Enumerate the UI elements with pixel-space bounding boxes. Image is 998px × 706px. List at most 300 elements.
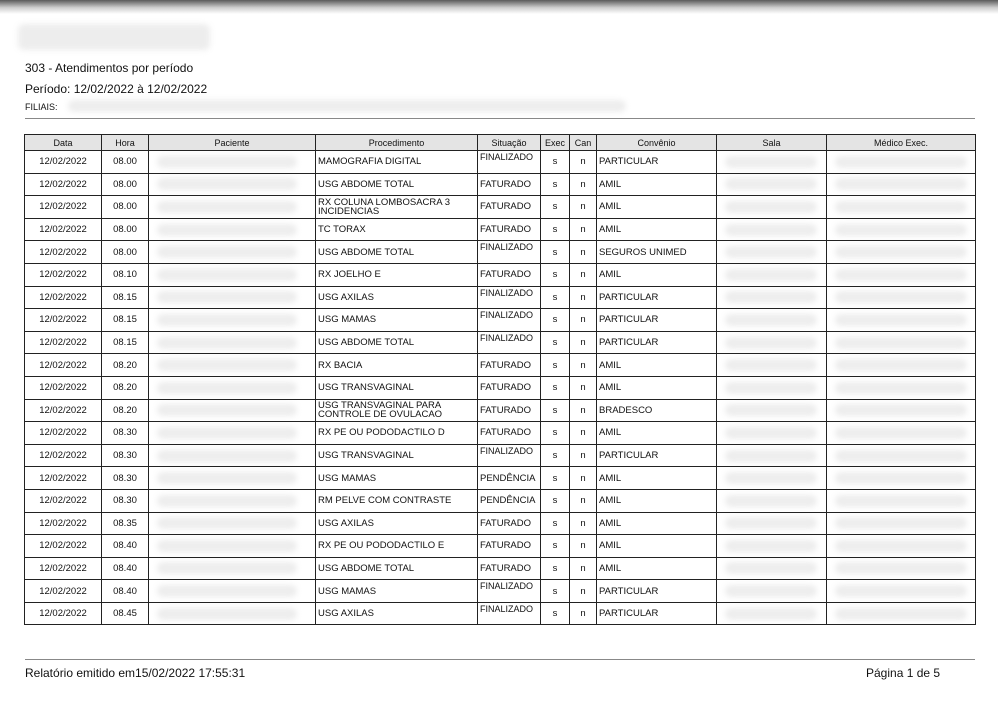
cell-medico-redacted-blur	[835, 404, 967, 416]
cell-medico-redacted-blur	[835, 201, 967, 213]
cell-convenio: AMIL	[597, 422, 717, 445]
column-header: Hora	[102, 135, 149, 151]
cell-exec: s	[541, 444, 570, 467]
cell-paciente-redacted	[149, 196, 316, 219]
table-row	[25, 196, 976, 219]
cell-sala-redacted	[717, 489, 827, 512]
page-top-shadow	[0, 0, 998, 14]
cell-sala-redacted	[717, 444, 827, 467]
cell-medico-redacted	[827, 196, 976, 219]
cell-medico-redacted-blur	[835, 291, 967, 303]
cell-procedimento: USG AXILAS	[316, 602, 478, 625]
cell-convenio: SEGUROS UNIMED	[597, 241, 717, 264]
cell-medico-redacted	[827, 286, 976, 309]
cell-sala-redacted-blur	[725, 359, 817, 371]
cell-can: n	[570, 467, 597, 490]
cell-convenio: AMIL	[597, 196, 717, 219]
appointments-table	[24, 134, 976, 625]
table-row	[25, 218, 976, 241]
cell-can: n	[570, 241, 597, 264]
cell-paciente-redacted	[149, 151, 316, 174]
cell-convenio: PARTICULAR	[597, 444, 717, 467]
cell-medico-redacted-blur	[835, 178, 967, 190]
cell-exec: s	[541, 151, 570, 174]
cell-procedimento: USG TRANSVAGINAL PARA CONTROLE DE OVULACAO	[316, 399, 478, 422]
cell-convenio: PARTICULAR	[597, 309, 717, 332]
cell-situacao: FINALIZADO	[478, 286, 541, 309]
cell-procedimento: USG TRANSVAGINAL	[316, 376, 478, 399]
redacted-header-logo	[18, 24, 210, 50]
cell-sala-redacted-blur	[725, 314, 817, 326]
cell-procedimento: RX PE OU PODODACTILO D	[316, 422, 478, 445]
cell-sala-redacted-blur	[725, 495, 817, 507]
cell-paciente-redacted	[149, 309, 316, 332]
cell-medico-redacted	[827, 309, 976, 332]
cell-medico-redacted-blur	[835, 450, 967, 462]
cell-paciente-redacted-blur	[157, 427, 297, 439]
cell-paciente-redacted-blur	[157, 450, 297, 462]
cell-sala-redacted	[717, 151, 827, 174]
report-period: Período: 12/02/2022 à 12/02/2022	[25, 82, 208, 96]
cell-can: n	[570, 444, 597, 467]
cell-sala-redacted	[717, 173, 827, 196]
cell-sala-redacted-blur	[725, 156, 817, 168]
cell-sala-redacted	[717, 241, 827, 264]
cell-paciente-redacted-blur	[157, 382, 297, 394]
cell-medico-redacted-blur	[835, 562, 967, 574]
cell-situacao: FINALIZADO	[478, 241, 541, 264]
cell-can: n	[570, 196, 597, 219]
column-header: Situação	[478, 135, 541, 151]
cell-sala-redacted-blur	[725, 178, 817, 190]
cell-exec: s	[541, 422, 570, 445]
cell-sala-redacted-blur	[725, 450, 817, 462]
cell-paciente-redacted-blur	[157, 359, 297, 371]
cell-medico-redacted-blur	[835, 314, 967, 326]
redacted-filiais-value	[68, 100, 626, 112]
cell-data: 12/02/2022	[25, 512, 102, 535]
cell-medico-redacted-blur	[835, 224, 967, 236]
cell-medico-redacted-blur	[835, 382, 967, 394]
cell-paciente-redacted-blur	[157, 246, 297, 258]
cell-situacao: FINALIZADO	[478, 580, 541, 603]
cell-situacao: FATURADO	[478, 399, 541, 422]
cell-exec: s	[541, 354, 570, 377]
cell-sala-redacted	[717, 535, 827, 558]
cell-procedimento: USG AXILAS	[316, 286, 478, 309]
cell-medico-redacted	[827, 354, 976, 377]
cell-hora: 08.30	[102, 467, 149, 490]
cell-medico-redacted-blur	[835, 540, 967, 552]
report-emitted-date: Relatório emitido em15/02/2022 17:55:31	[25, 666, 246, 680]
cell-medico-redacted	[827, 376, 976, 399]
cell-medico-redacted	[827, 467, 976, 490]
cell-situacao: FINALIZADO	[478, 151, 541, 174]
column-header: Can	[570, 135, 597, 151]
cell-hora: 08.45	[102, 602, 149, 625]
cell-procedimento: RX PE OU PODODACTILO E	[316, 535, 478, 558]
cell-medico-redacted	[827, 399, 976, 422]
cell-data: 12/02/2022	[25, 376, 102, 399]
table-row	[25, 151, 976, 174]
cell-situacao: FINALIZADO	[478, 602, 541, 625]
cell-convenio: PARTICULAR	[597, 602, 717, 625]
cell-can: n	[570, 376, 597, 399]
cell-paciente-redacted-blur	[157, 291, 297, 303]
cell-procedimento: USG TRANSVAGINAL	[316, 444, 478, 467]
cell-exec: s	[541, 399, 570, 422]
cell-procedimento: RX BACIA	[316, 354, 478, 377]
cell-sala-redacted	[717, 376, 827, 399]
cell-medico-redacted-blur	[835, 246, 967, 258]
cell-hora: 08.20	[102, 354, 149, 377]
cell-medico-redacted	[827, 331, 976, 354]
cell-data: 12/02/2022	[25, 151, 102, 174]
cell-procedimento: USG MAMAS	[316, 309, 478, 332]
cell-paciente-redacted	[149, 241, 316, 264]
cell-paciente-redacted-blur	[157, 156, 297, 168]
table-header-row	[25, 135, 976, 151]
cell-data: 12/02/2022	[25, 444, 102, 467]
cell-medico-redacted-blur	[835, 337, 967, 349]
cell-sala-redacted-blur	[725, 404, 817, 416]
cell-data: 12/02/2022	[25, 354, 102, 377]
cell-can: n	[570, 422, 597, 445]
page-indicator: Página 1 de 5	[866, 666, 941, 680]
cell-sala-redacted	[717, 602, 827, 625]
cell-hora: 08.15	[102, 286, 149, 309]
cell-paciente-redacted-blur	[157, 337, 297, 349]
cell-procedimento: USG ABDOME TOTAL	[316, 241, 478, 264]
cell-sala-redacted-blur	[725, 608, 817, 620]
cell-paciente-redacted-blur	[157, 404, 297, 416]
cell-paciente-redacted-blur	[157, 314, 297, 326]
column-header: Paciente	[149, 135, 316, 151]
cell-situacao: FATURADO	[478, 535, 541, 558]
cell-can: n	[570, 489, 597, 512]
cell-sala-redacted	[717, 309, 827, 332]
cell-hora: 08.15	[102, 331, 149, 354]
cell-paciente-redacted	[149, 580, 316, 603]
cell-situacao: FINALIZADO	[478, 331, 541, 354]
table-row	[25, 354, 976, 377]
cell-situacao: FATURADO	[478, 376, 541, 399]
cell-situacao: FATURADO	[478, 218, 541, 241]
cell-sala-redacted-blur	[725, 291, 817, 303]
cell-paciente-redacted	[149, 218, 316, 241]
cell-medico-redacted	[827, 580, 976, 603]
cell-paciente-redacted-blur	[157, 540, 297, 552]
cell-paciente-redacted	[149, 422, 316, 445]
cell-paciente-redacted	[149, 354, 316, 377]
cell-situacao: FATURADO	[478, 512, 541, 535]
cell-hora: 08.35	[102, 512, 149, 535]
cell-paciente-redacted-blur	[157, 178, 297, 190]
cell-procedimento: MAMOGRAFIA DIGITAL	[316, 151, 478, 174]
cell-can: n	[570, 173, 597, 196]
cell-hora: 08.00	[102, 151, 149, 174]
cell-can: n	[570, 602, 597, 625]
cell-sala-redacted	[717, 196, 827, 219]
cell-procedimento: RX JOELHO E	[316, 263, 478, 286]
cell-paciente-redacted	[149, 444, 316, 467]
cell-exec: s	[541, 196, 570, 219]
cell-sala-redacted	[717, 331, 827, 354]
table-row	[25, 286, 976, 309]
cell-procedimento: USG MAMAS	[316, 580, 478, 603]
cell-exec: s	[541, 489, 570, 512]
cell-hora: 08.40	[102, 580, 149, 603]
cell-medico-redacted-blur	[835, 156, 967, 168]
cell-procedimento: TC TORAX	[316, 218, 478, 241]
cell-data: 12/02/2022	[25, 309, 102, 332]
cell-situacao: PENDÊNCIA	[478, 489, 541, 512]
cell-data: 12/02/2022	[25, 422, 102, 445]
cell-medico-redacted	[827, 512, 976, 535]
cell-paciente-redacted-blur	[157, 472, 297, 484]
cell-can: n	[570, 263, 597, 286]
cell-paciente-redacted	[149, 535, 316, 558]
cell-procedimento: USG AXILAS	[316, 512, 478, 535]
table-row	[25, 602, 976, 625]
cell-hora: 08.40	[102, 535, 149, 558]
cell-hora: 08.30	[102, 422, 149, 445]
cell-medico-redacted	[827, 218, 976, 241]
table-row	[25, 241, 976, 264]
cell-convenio: PARTICULAR	[597, 151, 717, 174]
table-row	[25, 376, 976, 399]
table-row	[25, 309, 976, 332]
cell-can: n	[570, 399, 597, 422]
cell-data: 12/02/2022	[25, 557, 102, 580]
cell-medico-redacted-blur	[835, 427, 967, 439]
cell-data: 12/02/2022	[25, 331, 102, 354]
cell-can: n	[570, 354, 597, 377]
cell-sala-redacted-blur	[725, 201, 817, 213]
cell-paciente-redacted-blur	[157, 562, 297, 574]
cell-sala-redacted	[717, 263, 827, 286]
cell-paciente-redacted	[149, 602, 316, 625]
cell-sala-redacted-blur	[725, 337, 817, 349]
table-row	[25, 489, 976, 512]
column-header: Procedimento	[316, 135, 478, 151]
cell-convenio: AMIL	[597, 263, 717, 286]
table-row	[25, 263, 976, 286]
cell-can: n	[570, 309, 597, 332]
cell-convenio: AMIL	[597, 489, 717, 512]
cell-medico-redacted-blur	[835, 517, 967, 529]
cell-exec: s	[541, 557, 570, 580]
cell-exec: s	[541, 512, 570, 535]
cell-convenio: PARTICULAR	[597, 286, 717, 309]
cell-data: 12/02/2022	[25, 602, 102, 625]
cell-sala-redacted	[717, 512, 827, 535]
cell-sala-redacted	[717, 467, 827, 490]
cell-convenio: AMIL	[597, 467, 717, 490]
cell-sala-redacted-blur	[725, 269, 817, 281]
cell-medico-redacted-blur	[835, 472, 967, 484]
cell-exec: s	[541, 376, 570, 399]
cell-medico-redacted	[827, 422, 976, 445]
cell-paciente-redacted	[149, 489, 316, 512]
table-row	[25, 535, 976, 558]
cell-convenio: AMIL	[597, 354, 717, 377]
cell-sala-redacted-blur	[725, 585, 817, 597]
cell-medico-redacted-blur	[835, 495, 967, 507]
cell-hora: 08.00	[102, 241, 149, 264]
cell-sala-redacted	[717, 557, 827, 580]
cell-medico-redacted	[827, 602, 976, 625]
cell-sala-redacted-blur	[725, 382, 817, 394]
cell-sala-redacted	[717, 580, 827, 603]
cell-convenio: AMIL	[597, 376, 717, 399]
cell-data: 12/02/2022	[25, 399, 102, 422]
table-body	[25, 151, 976, 625]
cell-convenio: AMIL	[597, 535, 717, 558]
footer-divider	[25, 659, 975, 660]
cell-exec: s	[541, 580, 570, 603]
cell-situacao: PENDÊNCIA	[478, 467, 541, 490]
cell-exec: s	[541, 331, 570, 354]
cell-situacao: FATURADO	[478, 557, 541, 580]
table-row	[25, 173, 976, 196]
table-row	[25, 331, 976, 354]
cell-convenio: AMIL	[597, 173, 717, 196]
cell-paciente-redacted-blur	[157, 201, 297, 213]
cell-sala-redacted-blur	[725, 246, 817, 258]
cell-hora: 08.10	[102, 263, 149, 286]
cell-situacao: FINALIZADO	[478, 309, 541, 332]
cell-paciente-redacted-blur	[157, 269, 297, 281]
cell-can: n	[570, 151, 597, 174]
cell-medico-redacted	[827, 151, 976, 174]
filiais-label: FILIAIS:	[25, 102, 58, 112]
cell-paciente-redacted-blur	[157, 517, 297, 529]
cell-procedimento: RX COLUNA LOMBOSACRA 3 INCIDENCIAS	[316, 196, 478, 219]
cell-medico-redacted-blur	[835, 585, 967, 597]
cell-situacao: FATURADO	[478, 422, 541, 445]
cell-convenio: PARTICULAR	[597, 331, 717, 354]
cell-convenio: AMIL	[597, 218, 717, 241]
cell-hora: 08.15	[102, 309, 149, 332]
cell-paciente-redacted	[149, 173, 316, 196]
cell-data: 12/02/2022	[25, 241, 102, 264]
cell-data: 12/02/2022	[25, 286, 102, 309]
cell-medico-redacted	[827, 535, 976, 558]
cell-medico-redacted	[827, 557, 976, 580]
cell-hora: 08.00	[102, 196, 149, 219]
cell-sala-redacted-blur	[725, 517, 817, 529]
cell-exec: s	[541, 263, 570, 286]
cell-medico-redacted	[827, 241, 976, 264]
cell-paciente-redacted-blur	[157, 608, 297, 620]
cell-convenio: BRADESCO	[597, 399, 717, 422]
column-header: Exec	[541, 135, 570, 151]
cell-can: n	[570, 557, 597, 580]
cell-medico-redacted-blur	[835, 359, 967, 371]
cell-hora: 08.20	[102, 399, 149, 422]
cell-exec: s	[541, 602, 570, 625]
cell-can: n	[570, 512, 597, 535]
column-header: Sala	[717, 135, 827, 151]
cell-can: n	[570, 535, 597, 558]
cell-convenio: AMIL	[597, 512, 717, 535]
table-row	[25, 422, 976, 445]
cell-situacao: FATURADO	[478, 173, 541, 196]
cell-paciente-redacted-blur	[157, 585, 297, 597]
cell-medico-redacted-blur	[835, 608, 967, 620]
cell-data: 12/02/2022	[25, 263, 102, 286]
cell-exec: s	[541, 467, 570, 490]
cell-medico-redacted	[827, 263, 976, 286]
cell-paciente-redacted-blur	[157, 224, 297, 236]
cell-paciente-redacted	[149, 467, 316, 490]
cell-data: 12/02/2022	[25, 535, 102, 558]
cell-sala-redacted-blur	[725, 224, 817, 236]
table-row	[25, 399, 976, 422]
cell-situacao: FINALIZADO	[478, 444, 541, 467]
cell-paciente-redacted	[149, 331, 316, 354]
cell-paciente-redacted	[149, 557, 316, 580]
table-row	[25, 557, 976, 580]
cell-paciente-redacted	[149, 512, 316, 535]
cell-medico-redacted	[827, 489, 976, 512]
cell-paciente-redacted	[149, 399, 316, 422]
cell-hora: 08.00	[102, 173, 149, 196]
cell-sala-redacted-blur	[725, 540, 817, 552]
cell-hora: 08.20	[102, 376, 149, 399]
cell-data: 12/02/2022	[25, 173, 102, 196]
cell-procedimento: RM PELVE COM CONTRASTE	[316, 489, 478, 512]
cell-sala-redacted	[717, 354, 827, 377]
cell-procedimento: USG MAMAS	[316, 467, 478, 490]
cell-sala-redacted-blur	[725, 562, 817, 574]
cell-hora: 08.40	[102, 557, 149, 580]
cell-situacao: FATURADO	[478, 196, 541, 219]
cell-hora: 08.30	[102, 444, 149, 467]
cell-sala-redacted	[717, 286, 827, 309]
cell-data: 12/02/2022	[25, 489, 102, 512]
report-title: 303 - Atendimentos por período	[25, 61, 194, 75]
table-row	[25, 580, 976, 603]
cell-medico-redacted	[827, 444, 976, 467]
cell-data: 12/02/2022	[25, 580, 102, 603]
table-row	[25, 512, 976, 535]
cell-data: 12/02/2022	[25, 467, 102, 490]
cell-can: n	[570, 218, 597, 241]
cell-exec: s	[541, 173, 570, 196]
cell-sala-redacted-blur	[725, 472, 817, 484]
cell-hora: 08.00	[102, 218, 149, 241]
cell-paciente-redacted	[149, 263, 316, 286]
cell-exec: s	[541, 286, 570, 309]
cell-exec: s	[541, 218, 570, 241]
cell-medico-redacted-blur	[835, 269, 967, 281]
cell-can: n	[570, 331, 597, 354]
cell-procedimento: USG ABDOME TOTAL	[316, 173, 478, 196]
cell-paciente-redacted	[149, 376, 316, 399]
table-row	[25, 444, 976, 467]
cell-can: n	[570, 286, 597, 309]
cell-paciente-redacted-blur	[157, 495, 297, 507]
cell-sala-redacted	[717, 399, 827, 422]
cell-exec: s	[541, 309, 570, 332]
cell-data: 12/02/2022	[25, 218, 102, 241]
cell-can: n	[570, 580, 597, 603]
column-header: Convênio	[597, 135, 717, 151]
cell-sala-redacted	[717, 422, 827, 445]
column-header: Médico Exec.	[827, 135, 976, 151]
